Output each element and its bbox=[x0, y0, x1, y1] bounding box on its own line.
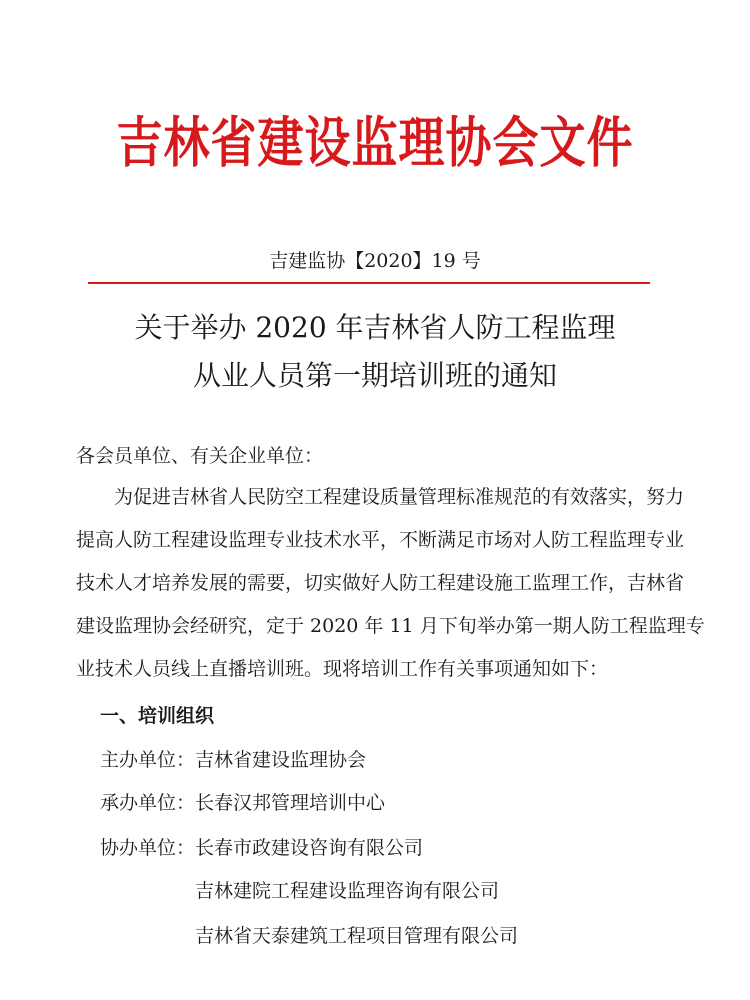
paragraph-line: 业技术人员线上直播培训班。现将培训工作有关事项通知如下： bbox=[76, 658, 609, 680]
notice-title-line-2: 从业人员第一期培训班的通知 bbox=[192, 359, 557, 392]
document-header-title: 吉林省建设监理协会文件 bbox=[116, 110, 634, 175]
organizer-host: 主办单位：吉林省建设监理协会 bbox=[100, 749, 367, 771]
salutation: 各会员单位、有关企业单位： bbox=[76, 445, 324, 467]
document-number: 吉建监协【2020】19 号 bbox=[269, 250, 481, 272]
paragraph-line: 技术人才培养发展的需要，切实做好人防工程建设施工监理工作，吉林省 bbox=[76, 572, 685, 594]
red-divider-line bbox=[88, 282, 650, 284]
organizer-undertaker: 承办单位：长春汉邦管理培训中心 bbox=[100, 792, 386, 814]
paragraph-line: 提高人防工程建设监理专业技术水平，不断满足市场对人防工程监理专业 bbox=[76, 529, 685, 551]
organizer-co-host: 协办单位：长春市政建设咨询有限公司 bbox=[100, 837, 424, 859]
section-heading: 一、培训组织 bbox=[100, 705, 215, 727]
organizer-co-host: 吉林省天泰建筑工程项目管理有限公司 bbox=[195, 925, 519, 947]
paragraph-line: 为促进吉林省人民防空工程建设质量管理标准规范的有效落实，努力 bbox=[114, 486, 685, 508]
organizer-co-host: 吉林建院工程建设监理咨询有限公司 bbox=[195, 880, 500, 902]
paragraph-line: 建设监理协会经研究，定于 2020 年 11 月下旬举办第一期人防工程监理专 bbox=[76, 615, 705, 637]
notice-title-line-1: 关于举办 2020 年吉林省人防工程监理 bbox=[134, 311, 616, 344]
